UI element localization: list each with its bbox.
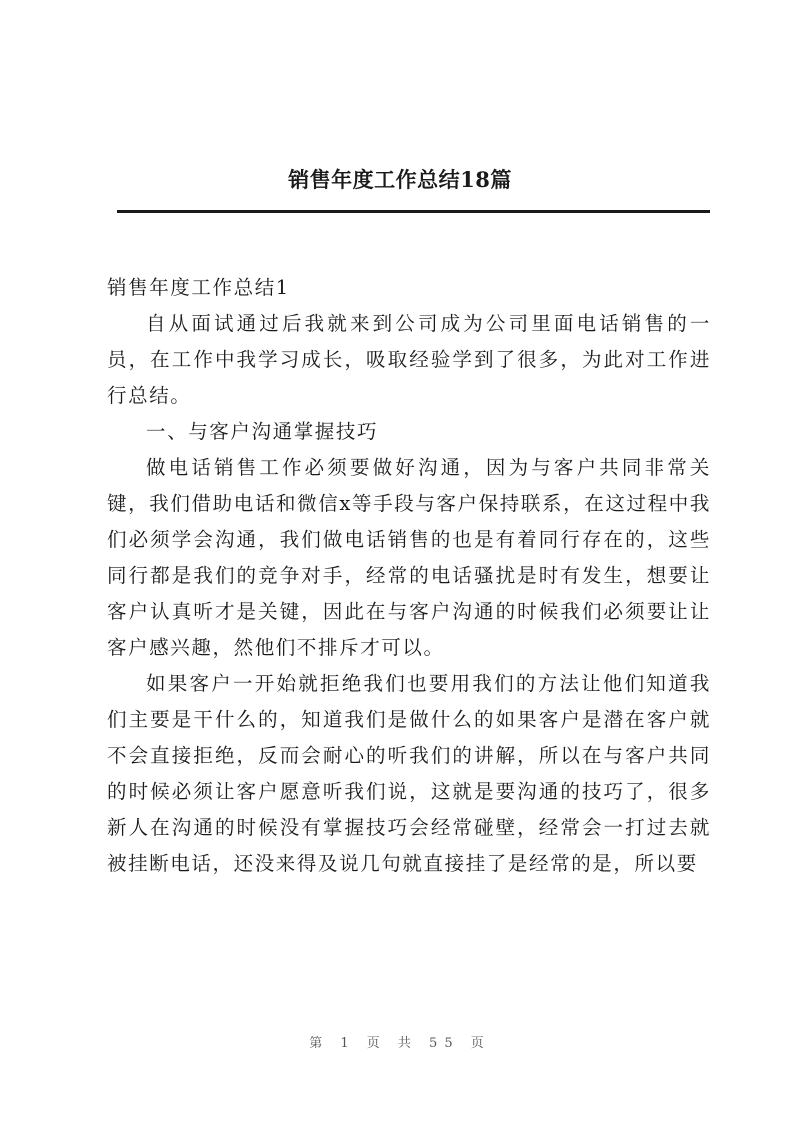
paragraph-communication: 做电话销售工作必须要做好沟通，因为与客户共同非常关键，我们借助电话和微信x等手段与客户保持联系，在这过程中我们必须学会沟通，我们做电话销售的也是有着同行存在的，这些同行都是我们的竞争对手，经常的电话骚扰是时有发生，想要让客户认真听才是关键，因此在与客户沟通的时候我们必须要让让客户感兴趣，然他们不排斥才可以。 xyxy=(107,456,711,659)
section-heading: 销售年度工作总结1 xyxy=(107,276,290,299)
title-divider xyxy=(117,210,710,213)
subheading-communication: 一、与客户沟通掌握技巧 xyxy=(146,420,379,443)
paragraph-rejection: 如果客户一开始就拒绝我们也要用我们的方法让他们知道我们主要是干什么的，知道我们是做什么的如果客户是潜在客户就不会直接拒绝，反而会耐心的听我们的讲解，所以在与客户共同的时候必须让客户愿意听我们说，这就是要沟通的技巧了，很多新人在沟通的时候没有掌握技巧会经常碰壁，经常会一打过去就被挂断电话，还没来得及说几句就直接挂了是经常的是，所以要 xyxy=(107,672,711,875)
document-body xyxy=(107,270,711,882)
paragraph-intro: 自从面试通过后我就来到公司成为公司里面电话销售的一员，在工作中我学习成长，吸取经验学到了很多，为此对工作进行总结。 xyxy=(107,312,711,407)
page-title: 销售年度工作总结18篇 xyxy=(288,167,512,192)
page-number-footer: 第 1 页 共 55 页 xyxy=(309,1036,491,1051)
